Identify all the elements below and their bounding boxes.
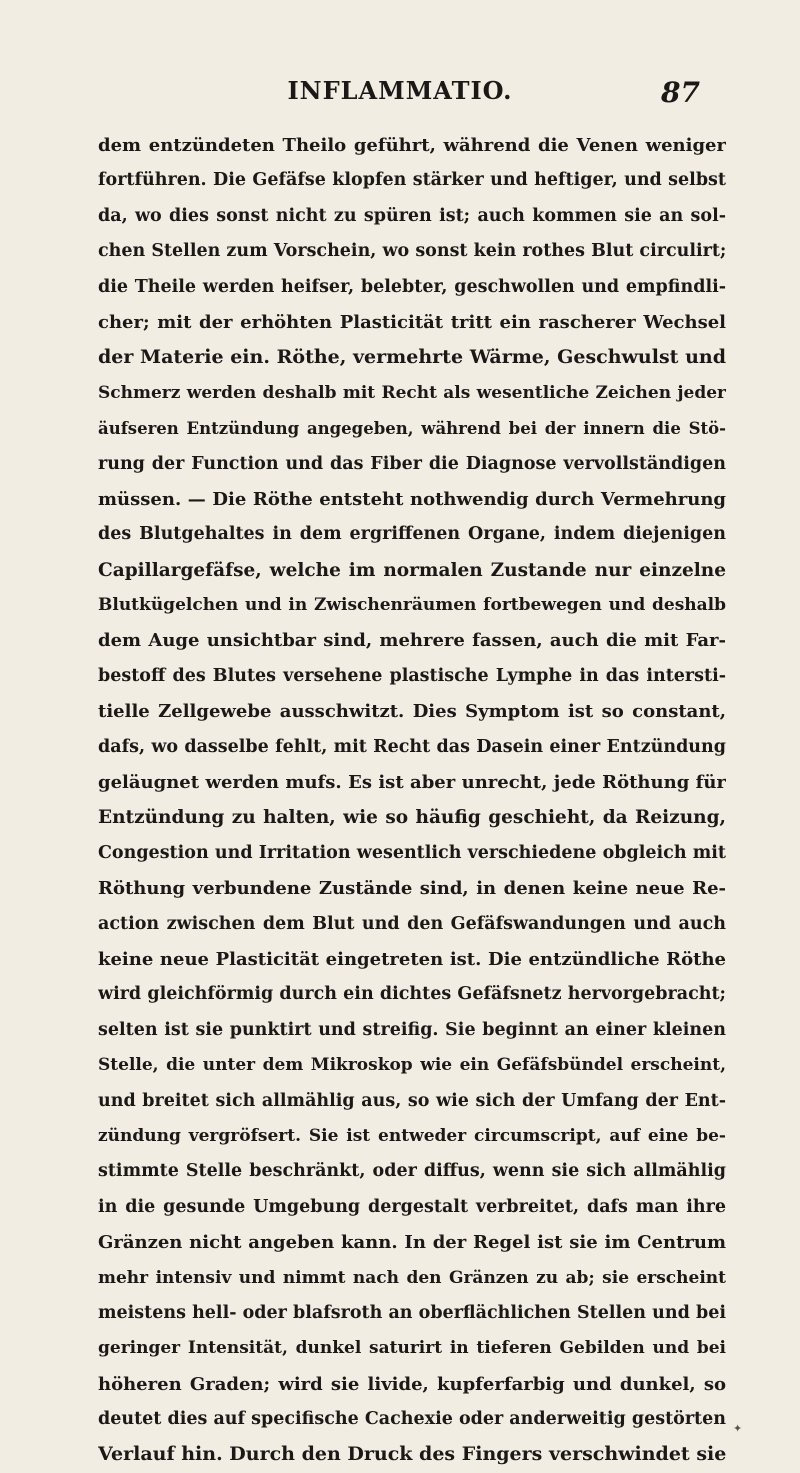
text-line: der Materie ein. Röthe, vermehrte Wärme, Geschwulst und (98, 346, 726, 369)
text-line: fortführen. Die Gefäfse klopfen stärker und heftiger, und selbst (98, 170, 726, 191)
text-line: höheren Graden; wird sie livide, kupferfarbig und dunkel, so (98, 1373, 726, 1395)
text-line: selten ist sie punktirt und streifig. Sie beginnt an einer kleinen (98, 1019, 726, 1040)
printing-speck: ✦ (733, 1422, 743, 1435)
text-line: action zwischen dem Blut und den Gefäfswandungen und auch (98, 913, 726, 934)
text-line: Capillargefäfse, welche im normalen Zustande nur einzelne (98, 559, 726, 581)
text-line: Blutkügelchen und in Zwischenräumen fortbewegen und deshalb (98, 595, 726, 616)
text-line: stimmte Stelle beschränkt, oder diffus, wenn sie sich allmählig (98, 1161, 726, 1182)
text-line: cher; mit der erhöhten Plasticität tritt ein rascherer Wechsel (98, 311, 726, 333)
text-line: geläugnet werden mufs. Es ist aber unrecht, jede Röthung für (98, 772, 726, 794)
text-line: Schmerz werden deshalb mit Recht als wesentliche Zeichen jeder (98, 382, 726, 403)
text-line: deutet dies auf specifische Cachexie oder anderweitig gestörten (98, 1409, 726, 1430)
text-line: bestoff des Blutes versehene plastische Lymphe in das intersti- (98, 665, 726, 686)
text-line: des Blutgehaltes in dem ergriffenen Organe, indem diejenigen (98, 524, 726, 545)
text-line: Entzündung zu halten, wie so häufig geschieht, da Reizung, (98, 807, 726, 829)
text-line: äufseren Entzündung angegeben, während bei der innern die Stö- (98, 419, 726, 439)
text-line: Gränzen nicht angeben kann. In der Regel ist sie im Centrum (98, 1232, 726, 1254)
text-line: die Theile werden heifser, belebter, geschwollen und empfindli- (98, 276, 726, 297)
text-line: da, wo dies sonst nicht zu spüren ist; auch kommen sie an sol- (98, 205, 726, 226)
text-line: Röthung verbundene Zustände sind, in denen keine neue Re- (98, 878, 726, 900)
text-line: Verlauf hin. Durch den Druck des Fingers verschwindet sie (98, 1443, 726, 1466)
text-line: keine neue Plasticität eingetreten ist. Die entzündliche Röthe (98, 948, 726, 970)
text-line: in die gesunde Umgebung dergestalt verbreitet, dafs man ihre (98, 1196, 726, 1217)
text-line: dem Auge unsichtbar sind, mehrere fassen, auch die mit Far- (98, 630, 726, 652)
text-line: zündung vergröfsert. Sie ist entweder circumscript, auf eine be- (98, 1125, 726, 1146)
text-line: müssen. — Die Röthe entsteht nothwendig durch Vermehrung (98, 488, 726, 510)
body-text (98, 128, 726, 1473)
text-line: Stelle, die unter dem Mikroskop wie ein Gefäfsbündel erscheint, (98, 1055, 726, 1076)
text-line: rung der Function und das Fiber die Diagnose vervollständigen (98, 453, 726, 474)
text-line: meistens hell- oder blafsroth an oberflächlichen Stellen und bei (98, 1302, 726, 1323)
text-line: Congestion und Irritation wesentlich verschiedene obgleich mit (98, 842, 726, 863)
running-title: INFLAMMATIO. (287, 76, 513, 105)
text-line: tielle Zellgewebe ausschwitzt. Dies Symptom ist so constant, (98, 701, 726, 723)
text-line: wird gleichförmig durch ein dichtes Gefäfsnetz hervorgebracht; (98, 984, 726, 1005)
text-line: chen Stellen zum Vorschein, wo sonst kein rothes Blut circulirt; (98, 241, 726, 262)
text-line: und breitet sich allmählig aus, so wie sich der Umfang der Ent- (98, 1090, 726, 1111)
running-head (0, 76, 800, 116)
page-number: 87 (661, 76, 700, 109)
text-line: geringer Intensität, dunkel saturirt in tieferen Gebilden und bei (98, 1338, 726, 1359)
text-line: dem entzündeten Theilo geführt, während die Venen weniger (98, 135, 726, 156)
text-line: mehr intensiv und nimmt nach den Gränzen zu ab; sie erscheint (98, 1267, 726, 1288)
text-line: dafs, wo dasselbe fehlt, mit Recht das Dasein einer Entzündung (98, 736, 726, 757)
